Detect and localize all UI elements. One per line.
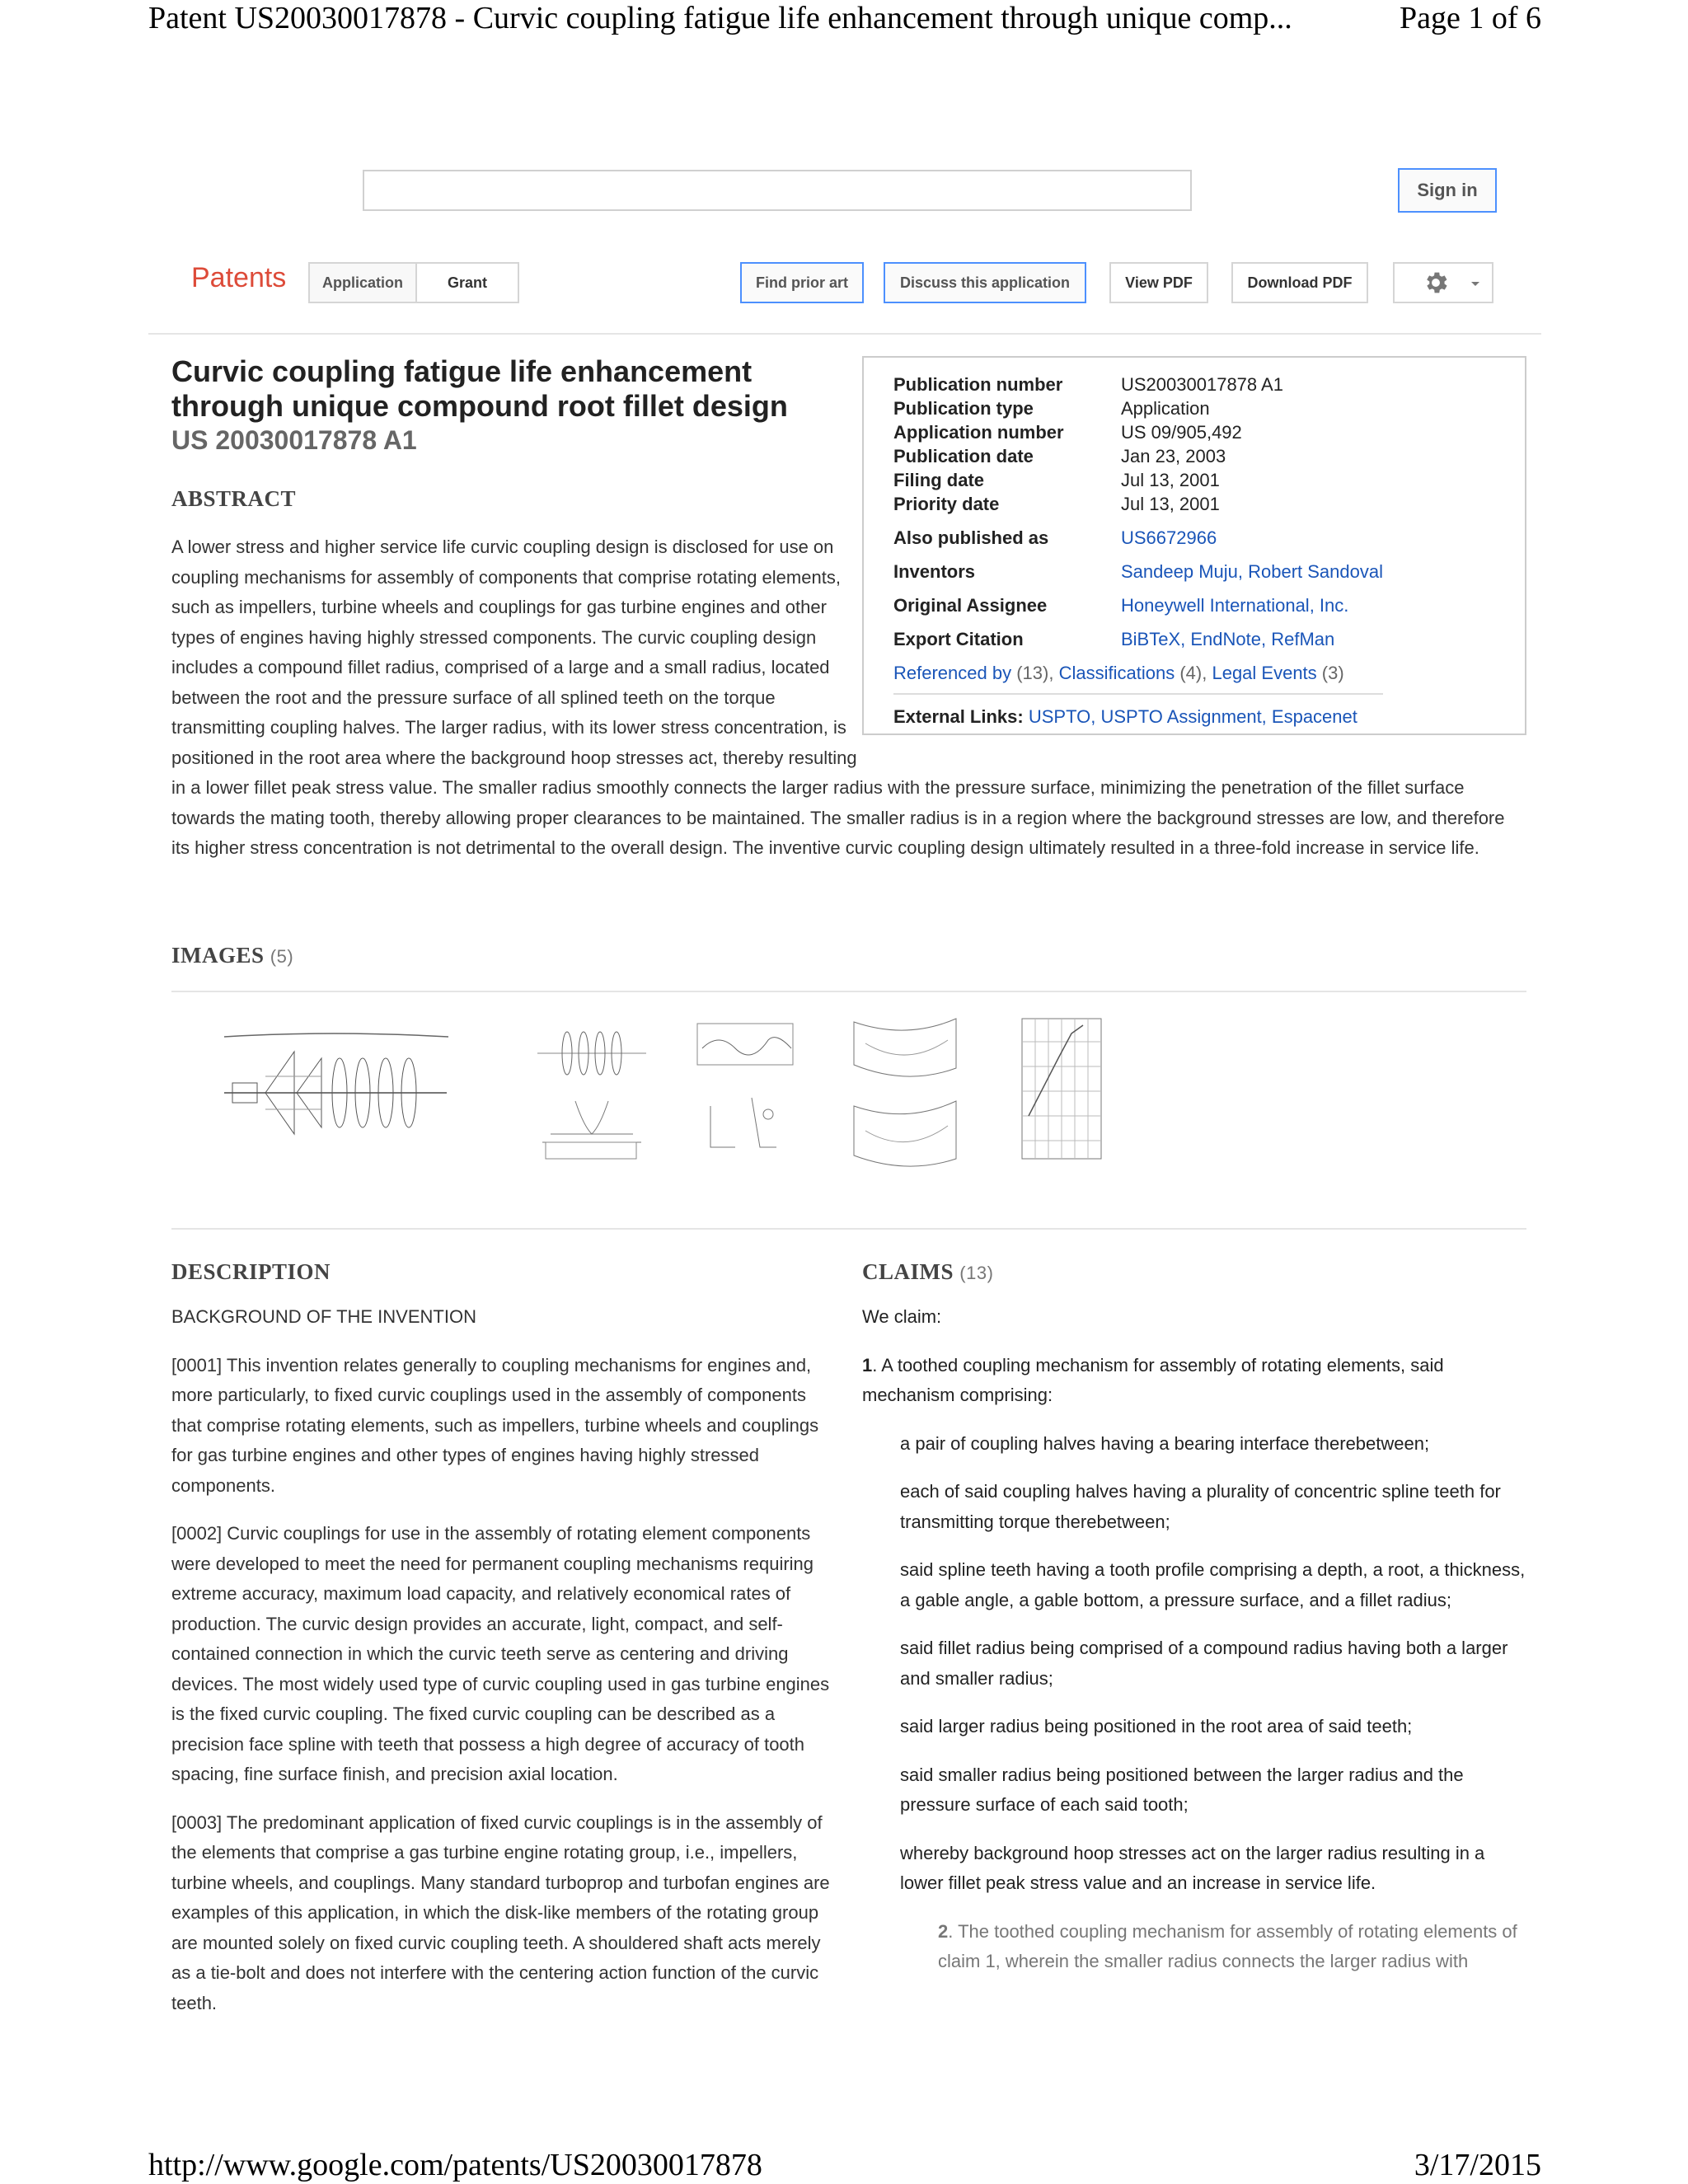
claim-number: 2 [938,1920,949,1942]
print-header [148,0,1541,40]
claim-element: said spline teeth having a tooth profile comprising a depth, a root, a thickness, a gable angle, a gable bottom, a pressure surface, and a fillet radius; [900,1559,1526,1610]
images-count: (5) [270,946,294,967]
info-label: Priority date [893,494,1000,514]
info-label: Publication date [893,446,1034,466]
patent-drawing-fig6[interactable] [849,1010,964,1175]
download-pdf-button[interactable]: Download PDF [1231,262,1368,303]
priority-date: Jul 13, 2001 [1121,494,1220,514]
info-label: Also published as [893,527,1049,548]
toolbar-divider [148,333,1541,335]
find-prior-art-button[interactable]: Find prior art [740,262,864,303]
claims-count: (13) [959,1263,994,1283]
publication-date: Jan 23, 2003 [1121,446,1226,466]
claim-text: . The toothed coupling mechanism for assembly of rotating elements of claim 1, wherein the smaller radius connects the larger radius with [938,1920,1517,1971]
info-label: Application number [893,422,1064,443]
also-published-link[interactable]: US6672966 [1121,527,1217,548]
print-header-title: Patent US20030017878 - Curvic coupling fatigue life enhancement through unique comp... [148,1,1292,35]
sign-in-button[interactable]: Sign in [1398,168,1497,213]
description-subheading: BACKGROUND OF THE INVENTION [171,1306,476,1327]
images-heading-label: IMAGES [171,943,265,968]
patent-drawing-fig1-large[interactable] [216,1019,455,1151]
claim-number: 1 [862,1354,873,1376]
claim-element: whereby background hoop stresses act on the larger radius resulting in a lower fillet peak stress value and an increase in service life. [900,1842,1485,1893]
patent-drawing-fig7[interactable] [1017,1009,1124,1170]
external-links-label: External Links: [893,706,1024,727]
referenced-by-link[interactable]: Referenced by [893,663,1012,683]
view-pdf-button[interactable]: View PDF [1109,262,1208,303]
patent-drawing-figs-3-5[interactable] [694,1015,799,1172]
abstract [171,532,1523,864]
application-number: US 09/905,492 [1121,422,1242,443]
description-column [171,1302,831,2036]
images-bottom-divider [171,1228,1526,1230]
claims-heading [862,1259,993,1285]
info-label: Inventors [893,561,976,582]
info-label: Publication type [893,398,1034,419]
patent-drawing-figs-1-2[interactable] [534,1019,649,1175]
info-label: Filing date [893,470,984,490]
claim-element: said fillet radius being comprised of a compound radius having both a larger and smaller radius; [900,1638,1508,1689]
tab-grant[interactable]: Grant [415,262,519,303]
claim-element: said smaller radius being positioned between the larger radius and the pressure surface of each said tooth; [900,1764,1464,1815]
claim-element: each of said coupling halves having a plurality of concentric spline teeth for transmitting torque therebetween; [900,1481,1501,1532]
export-citation-links[interactable]: BiBTeX, EndNote, RefMan [1121,629,1335,649]
patent-number: US 20030017878 A1 [171,425,417,455]
search-input[interactable] [363,170,1192,211]
discuss-application-button[interactable]: Discuss this application [884,262,1086,303]
chevron-down-icon [1470,281,1480,288]
patent-info-table: Publication number US20030017878 A1 Publication type Application Application number US 09/905,492 Publication date Jan 23, 2003 Filing date Jul 13, 2001 Priority date Jul 13, 2001 Also published as US6672966 Inventors Sandeep Muju, Robert Sandoval Original Assignee Honeywell International, Inc. Export Citation BiBTeX, EndNote, RefMan Referenced by (13), Classifications (4), Legal Events (3) External Links: USPTO, USPTO Assignment, Espacenet [893,374,1383,727]
claim-element: said larger radius being positioned in the root area of said teeth; [900,1716,1413,1736]
claims-heading-label: CLAIMS [862,1259,954,1284]
info-label: Publication number [893,374,1063,395]
tab-application[interactable]: Application [308,262,417,303]
abstract-heading: ABSTRACT [171,486,297,511]
description-paragraph: [0001] This invention relates generally to coupling mechanisms for engines and, more particularly, to fixed curvic couplings used in the assembly of components that comprise rotating elements, such as impellers, turbine wheels and couplings for gas turbine engines and other types of engines having highly stressed components. [171,1354,819,1496]
description-paragraph: [0003] The predominant application of fixed curvic couplings is in the assembly of the elements that comprise a gas turbine engine rotating group, i.e., impellers, turbine wheels, and couplings. Many standard turboprop and turbofan engines are examples of this application, in which the disk-like members of the rotating group are mounted solely on fixed curvic coupling teeth. A shouldered shaft acts merely as a tie-bolt and does not interfere with the centering action function of the curvic teeth. [171,1811,830,2013]
images-divider [171,991,1526,992]
claim-2 [938,1917,1530,1977]
description-heading: DESCRIPTION [171,1259,331,1284]
classifications-count: (4) [1179,663,1203,683]
referenced-count: (13) [1016,663,1049,683]
patent-title: Curvic coupling fatigue life enhancement through unique compound root fillet design [171,354,788,423]
claims-column [862,1302,1530,1995]
images-heading [171,943,293,968]
settings-menu-button[interactable] [1393,262,1493,303]
info-label: Original Assignee [893,595,1048,616]
abstract-text: A lower stress and higher service life curvic coupling design is disclosed for use on coupling mechanisms for assembly of components that comprise rotating elements, such as impellers, turbine wheels and couplings for gas turbine engines and other types of engines having highly stressed components. The curvic coupling design includes a compound fillet radius, comprised of a large and a small radius, located between the root and the pressure surface of all splined teeth on the torque transmitting coupling halves. The larger radius, with its lower stress concentration, is positioned in the root area where the background hoop stresses act, thereby resulting in a lower fillet peak stress value. The smaller radius smoothly connects the larger radius with the pressure surface, minimizing the penetration of the fillet surface towards the mating tooth, thereby allowing proper clearances to be maintained. The smaller radius is in a region where the background stresses are low, and therefore its higher stress concentration is not detrimental to the overall design. The inventive curvic coupling design ultimately resulted in a three-fold increase in service life. [171,537,1505,858]
info-label: Export Citation [893,629,1024,649]
description-paragraph: [0002] Curvic couplings for use in the assembly of rotating element components were developed to meet the need for permanent coupling mechanisms requiring extreme accuracy, maximum load capacity, and relatively economical rates of production. The curvic design provides an accurate, light, compact, and self-contained connection in which the curvic teeth serve as centering and driving devices. The most widely used type of curvic coupling used in gas turbine engines is the fixed curvic coupling. The fixed curvic coupling can be described as a precision face spline with teeth that possess a high degree of accuracy of tooth spacing, fine surface finish, and precision axial location. [171,1523,830,1784]
claims-intro: We claim: [862,1306,942,1327]
print-footer-url: http://www.google.com/patents/US20030017878 [148,2148,762,2182]
inventors-link[interactable]: Sandeep Muju, Robert Sandoval [1121,561,1383,582]
publication-type: Application [1121,398,1210,419]
claim-element: a pair of coupling halves having a bearing interface therebetween; [900,1432,1430,1454]
legal-events-link[interactable]: Legal Events [1212,663,1317,683]
legal-events-count: (3) [1321,663,1344,683]
external-links[interactable]: USPTO, USPTO Assignment, Espacenet [1028,706,1357,727]
publication-number: US20030017878 A1 [1121,374,1283,395]
claim-text: . A toothed coupling mechanism for assembly of rotating elements, said mechanism comprising: [862,1354,1444,1405]
patents-logo[interactable]: Patents [191,262,287,293]
classifications-link[interactable]: Classifications [1058,663,1175,683]
print-page-number: Page 1 of 6 [1399,1,1541,35]
filing-date: Jul 13, 2001 [1121,470,1220,490]
print-footer-date: 3/17/2015 [1414,2148,1541,2182]
claim-1 [862,1351,1530,1411]
assignee-link[interactable]: Honeywell International, Inc. [1121,595,1349,616]
gear-icon [1422,269,1450,297]
